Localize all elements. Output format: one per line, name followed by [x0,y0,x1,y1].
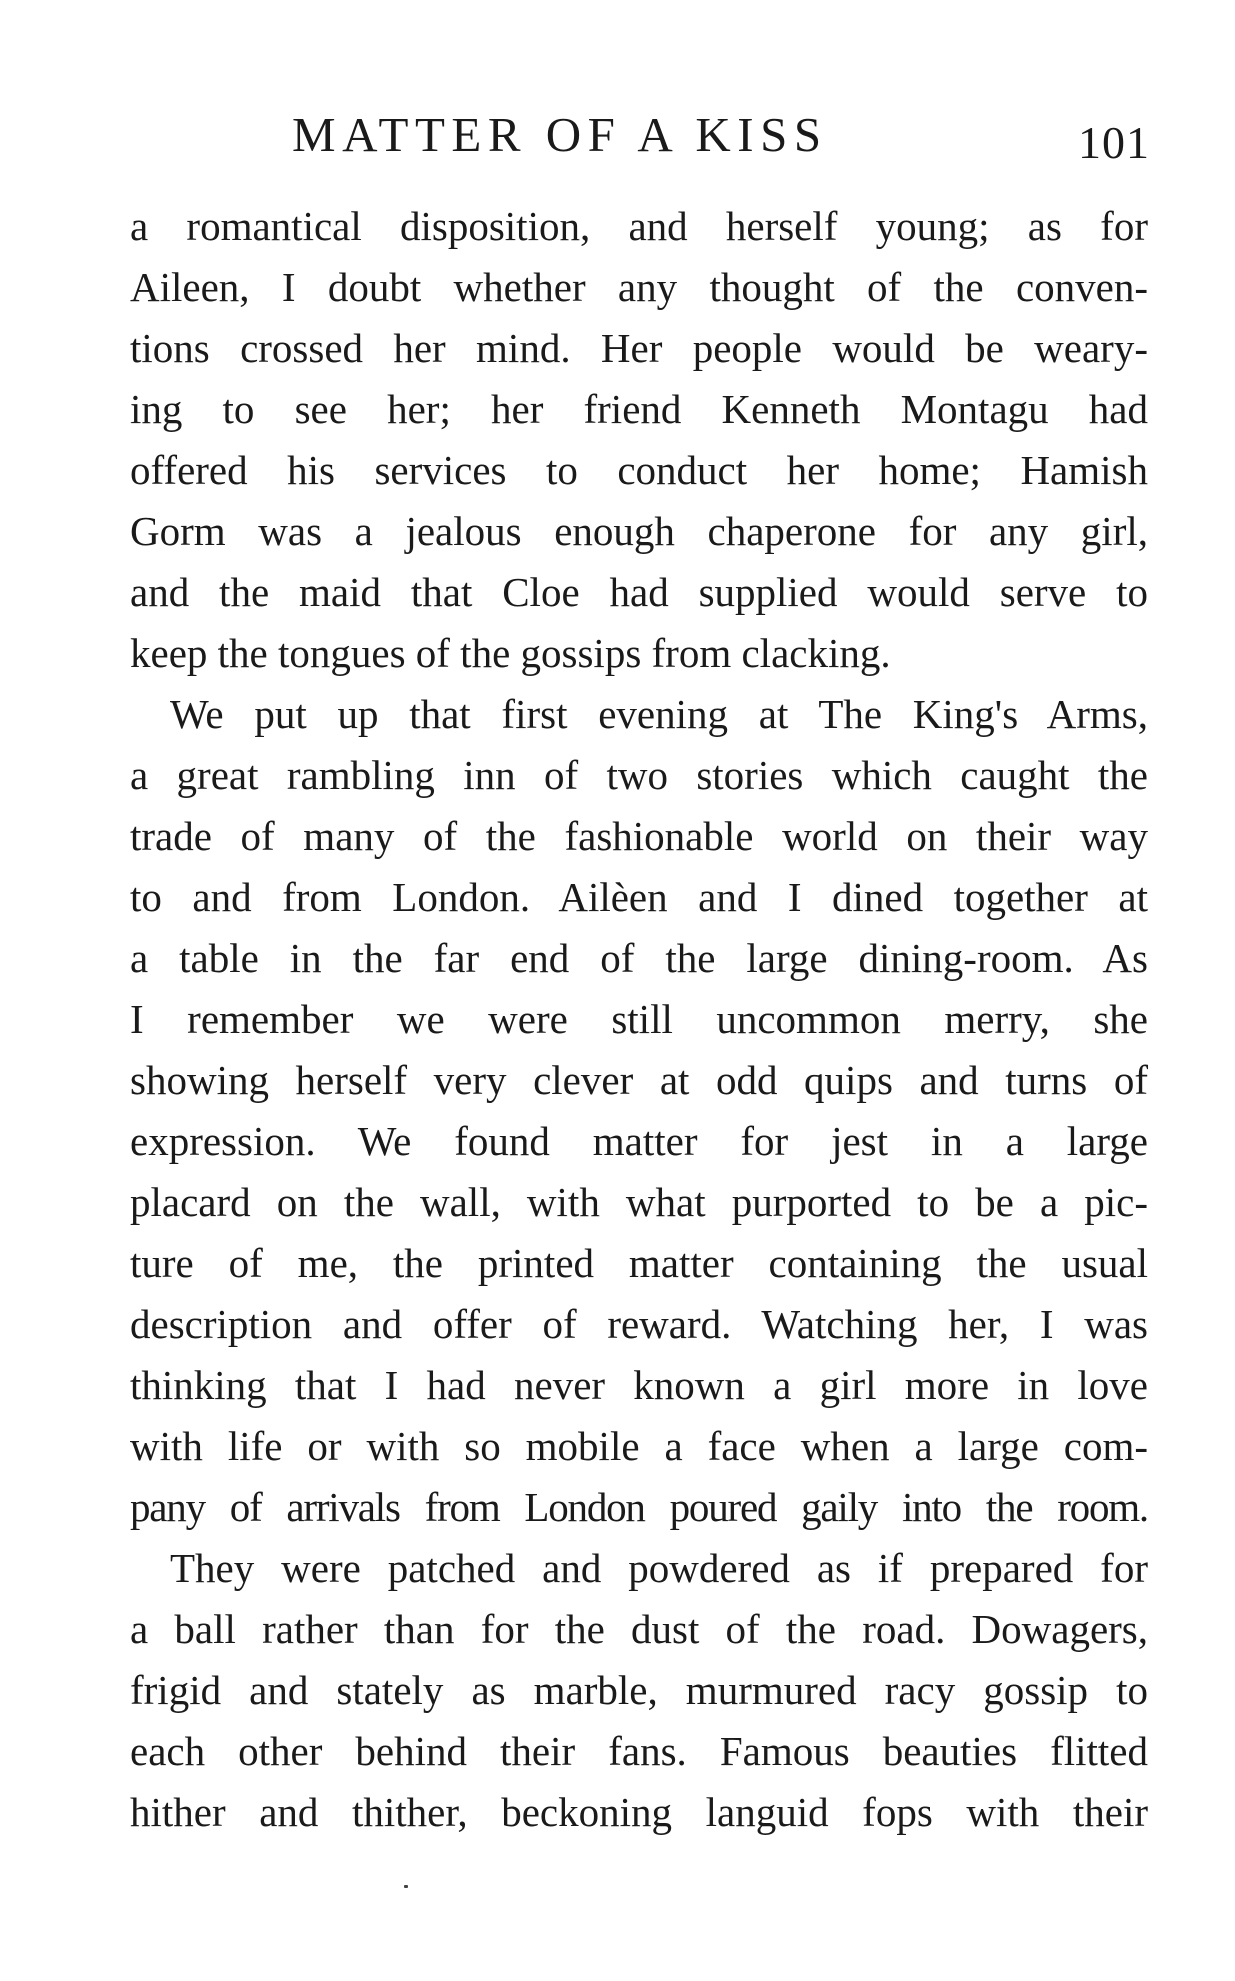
text-line: with life or with so mobile a face when a large com- [130,1423,1148,1469]
running-title: MATTER OF A KISS [292,107,828,162]
text-line: offered his services to conduct her home; Hamish [130,447,1148,493]
text-line: hither and thither, beckoning languid fops with their [130,1789,1148,1835]
text-line: ture of me, the printed matter containing the usual [130,1240,1148,1286]
text-line: placard on the wall, with what purported to be a pic- [130,1179,1148,1225]
text-line: and the maid that Cloe had supplied would serve to [130,569,1148,615]
running-head [130,100,1150,170]
text-line: showing herself very clever at odd quips and turns of [130,1057,1148,1103]
text-line: ing to see her; her friend Kenneth Montagu had [130,386,1148,432]
paragraph [130,196,1148,684]
text-line: a ball rather than for the dust of the road. Dowagers, [130,1606,1148,1652]
text-line: frigid and stately as marble, murmured racy gossip to [130,1667,1148,1713]
text-line: keep the tongues of the gossips from clacking. [130,630,891,676]
text-line: a table in the far end of the large dining-room. As [130,935,1148,981]
text-line: each other behind their fans. Famous beauties flitted [130,1728,1148,1774]
paragraph [130,684,1148,1538]
text-line: to and from London. Ailèen and I dined together at [130,874,1148,920]
text-line: description and offer of reward. Watching her, I was [130,1301,1148,1347]
text-line: pany of arrivals from London poured gaily into the room. [130,1484,1148,1530]
text-line: a romantical disposition, and herself young; as for [130,203,1148,249]
text-line: We put up that first evening at The King's Arms, [170,691,1148,737]
print-speck [404,1885,408,1888]
page-number: 101 [1078,117,1150,168]
text-line: They were patched and powdered as if prepared for [170,1545,1148,1591]
text-line: I remember we were still uncommon merry, she [130,996,1148,1042]
text-line: expression. We found matter for jest in a large [130,1118,1148,1164]
paragraph [130,1538,1148,1843]
body-text [130,196,1148,1843]
text-line: Aileen, I doubt whether any thought of the conven- [130,264,1148,310]
text-line: Gorm was a jealous enough chaperone for any girl, [130,508,1148,554]
text-line: thinking that I had never known a girl more in love [130,1362,1148,1408]
text-line: trade of many of the fashionable world on their way [130,813,1148,859]
text-line: a great rambling inn of two stories which caught the [130,752,1148,798]
text-line: tions crossed her mind. Her people would be weary- [130,325,1148,371]
